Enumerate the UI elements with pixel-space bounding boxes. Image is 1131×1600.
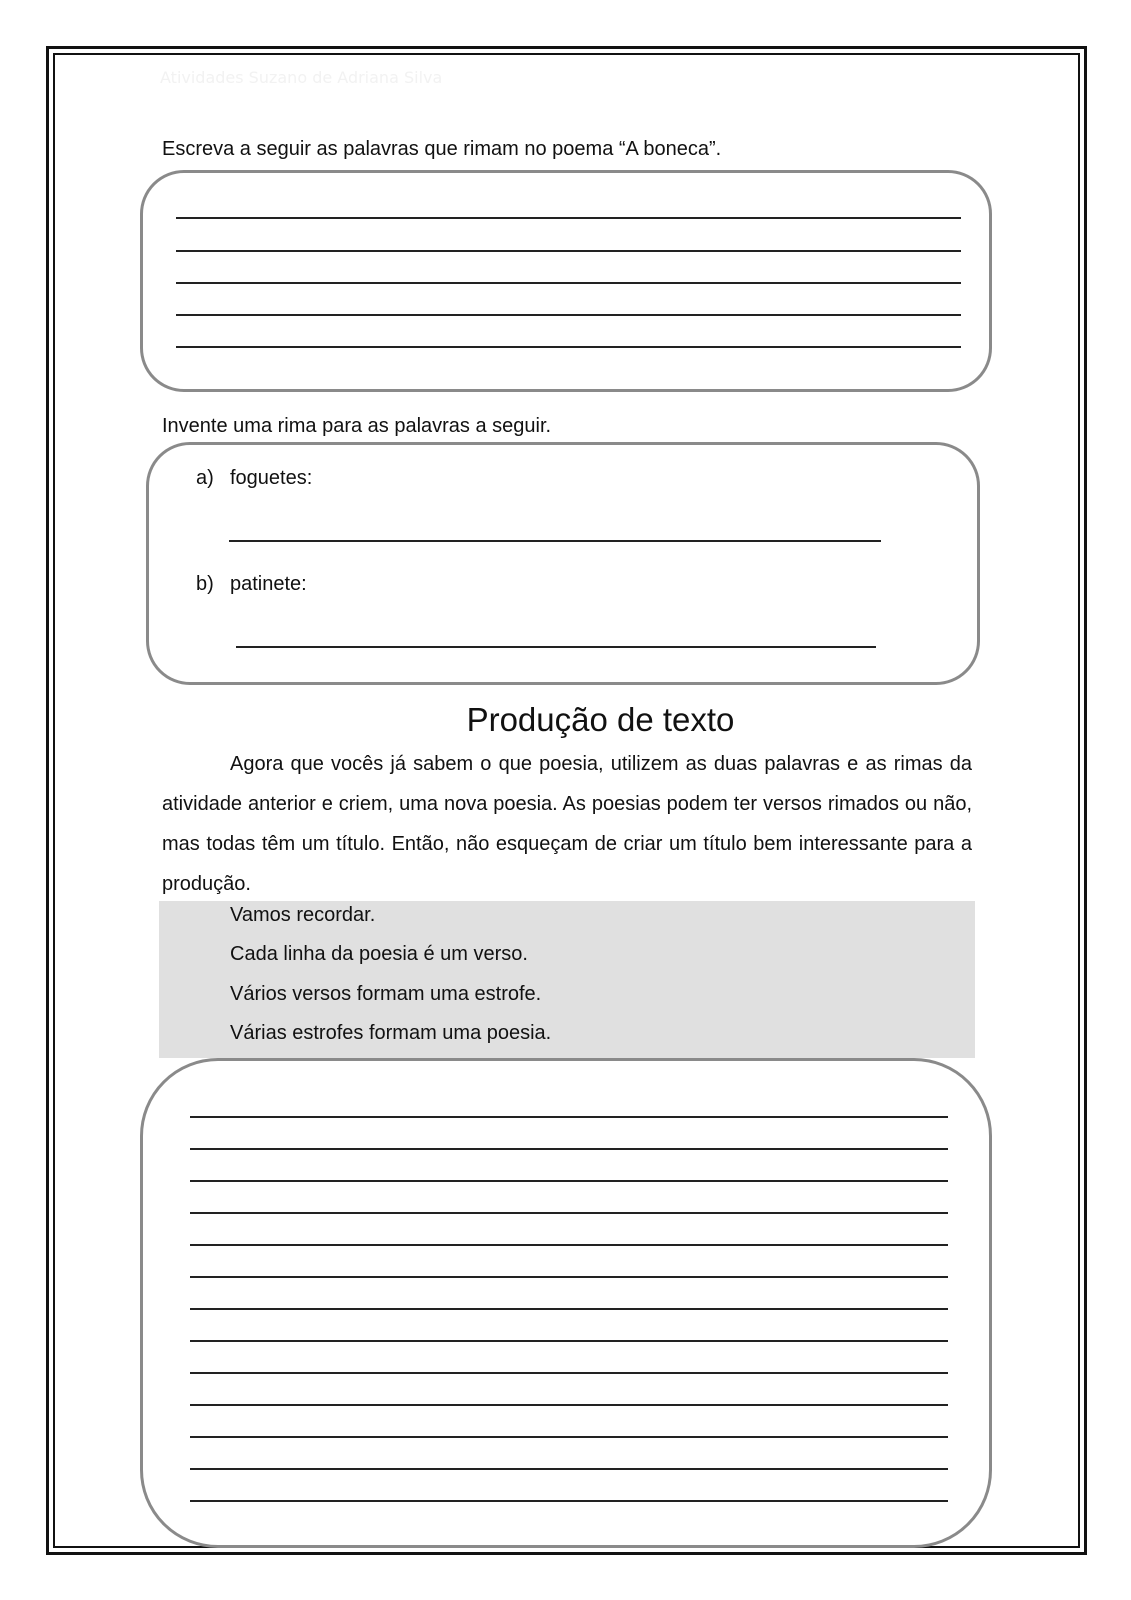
answer-line[interactable] [190, 1276, 948, 1278]
answer-line[interactable] [176, 250, 961, 252]
item-b-answer-line[interactable] [236, 646, 876, 648]
production-answer-box [140, 1058, 992, 1548]
recall-line-2: Cada linha da poesia é um verso. [230, 943, 528, 965]
answer-line[interactable] [190, 1500, 948, 1502]
item-a-answer-line[interactable] [229, 540, 881, 542]
answer-line[interactable] [176, 217, 961, 219]
question1-answer-box [140, 170, 992, 392]
item-a-word: foguetes: [230, 467, 313, 489]
recall-line-4: Várias estrofes formam uma poesia. [230, 1022, 552, 1044]
answer-line[interactable] [190, 1404, 948, 1406]
answer-line[interactable] [190, 1180, 948, 1182]
question2-item-a [196, 466, 312, 490]
section-title: Produção de texto [466, 701, 735, 738]
item-b-label: b) [196, 573, 214, 595]
answer-line[interactable] [176, 282, 961, 284]
answer-line[interactable] [190, 1436, 948, 1438]
answer-line[interactable] [190, 1372, 948, 1374]
production-instructions [162, 744, 972, 904]
question2-item-b [196, 572, 307, 596]
answer-line[interactable] [190, 1244, 948, 1246]
recall-line-3: Vários versos formam uma estrofe. [230, 983, 542, 1005]
production-paragraph: Agora que vocês já sabem o que poesia, utilizem as duas palavras e as rimas da atividade anterior e criem, uma nova poesia. As poesias podem ter versos rimados ou não, mas todas têm um título. Então, não esqueçam de criar um título bem interessante para a produção. [162, 753, 972, 895]
question2-prompt: Invente uma rima para as palavras a seguir. [162, 415, 552, 437]
answer-line[interactable] [176, 314, 961, 316]
answer-line[interactable] [190, 1340, 948, 1342]
answer-line[interactable] [176, 346, 961, 348]
watermark: Atividades Suzano de Adriana Silva [160, 68, 443, 87]
item-a-label: a) [196, 467, 214, 489]
recall-line-1: Vamos recordar. [230, 904, 376, 926]
question1-prompt: Escreva a seguir as palavras que rimam no poema “A boneca”. [162, 138, 722, 160]
answer-line[interactable] [190, 1148, 948, 1150]
answer-line[interactable] [190, 1308, 948, 1310]
answer-line[interactable] [190, 1116, 948, 1118]
answer-line[interactable] [190, 1212, 948, 1214]
answer-line[interactable] [190, 1468, 948, 1470]
item-b-word: patinete: [230, 573, 307, 595]
